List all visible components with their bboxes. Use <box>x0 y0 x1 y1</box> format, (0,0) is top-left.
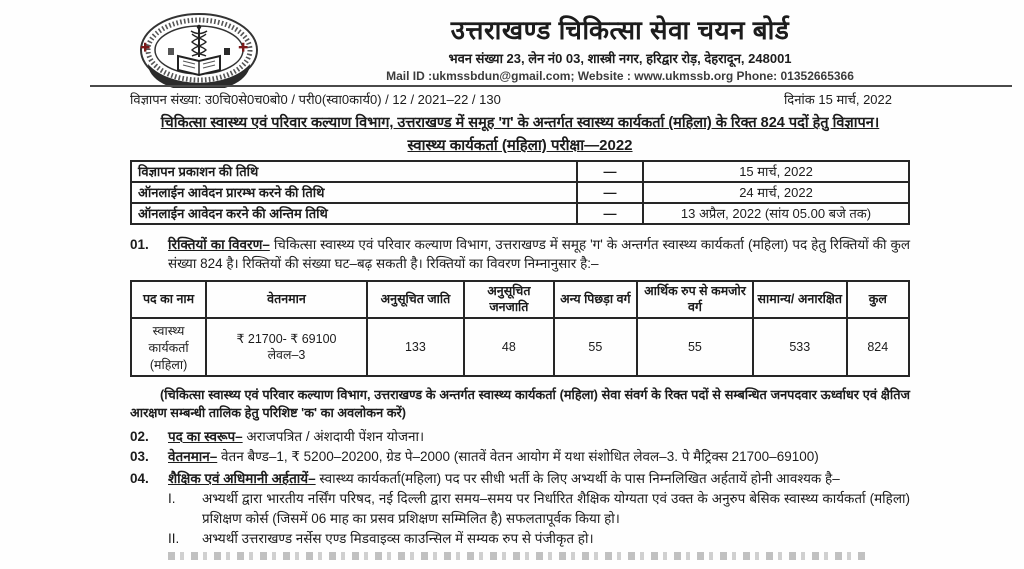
vacancy-obc-count: 55 <box>554 318 637 376</box>
advertisement-number: विज्ञापन संख्या: उ0चि0से0च0बो0 / परी0(स्वा0कार्य0) / 12 / 2021–22 / 130 <box>130 92 501 107</box>
section-body-text: अराजपत्रित / अंशदायी पेंशन योजना। <box>246 428 425 444</box>
section-01-vacancy-details <box>130 235 910 273</box>
col-header-obc: अन्य पिछड़ा वर्ग <box>554 281 637 318</box>
col-header-pay-scale: वेतनमान <box>206 281 367 318</box>
vacancy-total-count: 824 <box>847 318 909 376</box>
vacancy-st-count: 48 <box>464 318 554 376</box>
date-row-label: ऑनलाईन आवेदन करने की अन्तिम तिथि <box>131 203 577 224</box>
qualification-item-2 <box>168 529 910 549</box>
date-row-value: 15 मार्च, 2022 <box>643 161 909 182</box>
section-02-post-nature <box>130 427 910 446</box>
col-header-ews: आर्थिक रुप से कमजोर वर्ग <box>637 281 753 318</box>
notification-title: चिकित्सा स्वास्थ्य एवं परिवार कल्याण विभाग, उत्तराखण्ड में समूह 'ग' के अन्तर्गत स्वास्थ्य कार्यकर्ता (महिला) के रिक्त 824 पदों हेतु विज्ञापन। <box>160 115 880 131</box>
vacancy-distribution-table <box>130 280 910 377</box>
col-header-post-name: पद का नाम <box>131 281 206 318</box>
section-heading: रिक्तियों का विवरण– <box>168 236 270 252</box>
section-number: 01. <box>130 236 149 252</box>
date-row-label: ऑनलाईन आवेदन प्रारम्भ करने की तिथि <box>131 182 577 203</box>
dash-separator: — <box>577 203 643 224</box>
table-header-row <box>131 281 909 318</box>
col-header-total: कुल <box>847 281 909 318</box>
org-contact-line: Mail ID :ukmssbdun@gmail.com; Website : www.ukmssb.org Phone: 01352665366 <box>386 68 854 83</box>
vacancy-general-count: 533 <box>753 318 847 376</box>
vacancy-pay-scale: ₹ 21700- ₹ 69100 लेवल–3 <box>206 318 367 376</box>
section-03-pay-scale <box>130 447 910 466</box>
item-marker: II. <box>168 531 180 547</box>
section-number: 04. <box>130 470 149 486</box>
col-header-general: सामान्य/ अनारक्षित <box>753 281 847 318</box>
clipped-next-line <box>168 552 868 560</box>
section-04-qualifications <box>130 469 910 488</box>
important-dates-table <box>130 160 910 225</box>
date-row-value: 24 मार्च, 2022 <box>643 182 909 203</box>
vacancy-ews-count: 55 <box>637 318 753 376</box>
document-body <box>130 0 910 560</box>
qualification-item-1 <box>168 489 910 528</box>
reference-line <box>130 90 910 108</box>
section-number: 02. <box>130 428 149 444</box>
document-date: दिनांक 15 मार्च, 2022 <box>783 92 892 107</box>
org-name: उत्तराखण्ड चिकित्सा सेवा चयन बोर्ड <box>450 15 790 45</box>
section-body-text: स्वास्थ्य कार्यकर्ता(महिला) पद पर सीधी भर्ती के लिए अभ्यर्थी के पास निम्नलिखित अर्हतायें होनी आवश्यक है– <box>319 470 840 486</box>
vacancy-sc-count: 133 <box>367 318 464 376</box>
section-heading: वेतनमान– <box>168 448 218 464</box>
dash-separator: — <box>577 182 643 203</box>
item-marker: I. <box>168 491 176 507</box>
date-row-value: 13 अप्रैल, 2022 (सांय 05.00 बजे तक) <box>643 203 909 224</box>
item-text: अभ्यर्थी उत्तराखण्ड नर्सेस एण्ड मिडवाइव्स काउन्सिल में सम्यक रुप से पंजीकृत हो। <box>202 531 594 547</box>
item-text: अभ्यर्थी द्वारा भारतीय नर्सिंग परिषद, नई दिल्ली द्वारा समय–समय पर निर्धारित शैक्षिक योग्यता एवं उक्त के अनुरुप बेसिक स्वास्थ्य कार्यकर्ता (महिला) प्रशिक्षण कोर्स (जिसमें 06 माह का प्रसव प्रशिक्षण सम्मिलित है) सफलतापूर्वक किया हो। <box>202 491 910 526</box>
col-header-sc: अनुसूचित जाति <box>367 281 464 318</box>
exam-title: स्वास्थ्य कार्यकर्ता (महिला) परीक्षा—2022 <box>407 136 633 154</box>
section-number: 03. <box>130 448 149 464</box>
section-heading: पद का स्वरूप– <box>168 428 243 444</box>
table-row <box>131 318 909 376</box>
org-address: भवन संख्या 23, लेन नं0 03, शास्त्री नगर, हरिद्वार रोड़, देहरादून, 248001 <box>448 50 792 66</box>
appendix-note: (चिकित्सा स्वास्थ्य एवं परिवार कल्याण विभाग, उत्तराखण्ड के अन्तर्गत स्वास्थ्य कार्यकर्ता (महिला) सेवा संवर्ग के रिक्त पदों से सम्बन्धित जनपदवार ऊर्ध्वाधर एवं क्षैतिज आरक्षण सम्बन्धी तालिक हेतु परिशिष्ट 'क' का अवलोकन करें) <box>130 387 910 421</box>
section-body-text: वेतन बैण्ड–1, ₹ 5200–20200, ग्रेड पे–2000 (सातवें वेतन आयोग में यथा संशोधित लेवल–3. पे मैट्रिक्स 21700–69100) <box>221 448 819 464</box>
table-row <box>131 182 909 203</box>
section-heading: शैक्षिक एवं अधिमानी अर्हतायें– <box>168 470 316 486</box>
date-row-label: विज्ञापन प्रकाशन की तिथि <box>131 161 577 182</box>
table-row <box>131 161 909 182</box>
col-header-st: अनुसूचित जनजाति <box>464 281 554 318</box>
vacancy-post-name: स्वास्थ्य कार्यकर्ता (महिला) <box>131 318 206 376</box>
table-row <box>131 203 909 224</box>
dash-separator: — <box>577 161 643 182</box>
section-body-text: चिकित्सा स्वास्थ्य एवं परिवार कल्याण विभाग, उत्तराखण्ड में समूह 'ग' के अन्तर्गत स्वास्थ्य कार्यकर्ता (महिला) पद हेतु रिक्तियों की कुल संख्या 824 है। रिक्तियों की संख्या घट–बढ़ सकती है। रिक्तियों का विवरण निम्नानुसार है:– <box>168 236 910 271</box>
